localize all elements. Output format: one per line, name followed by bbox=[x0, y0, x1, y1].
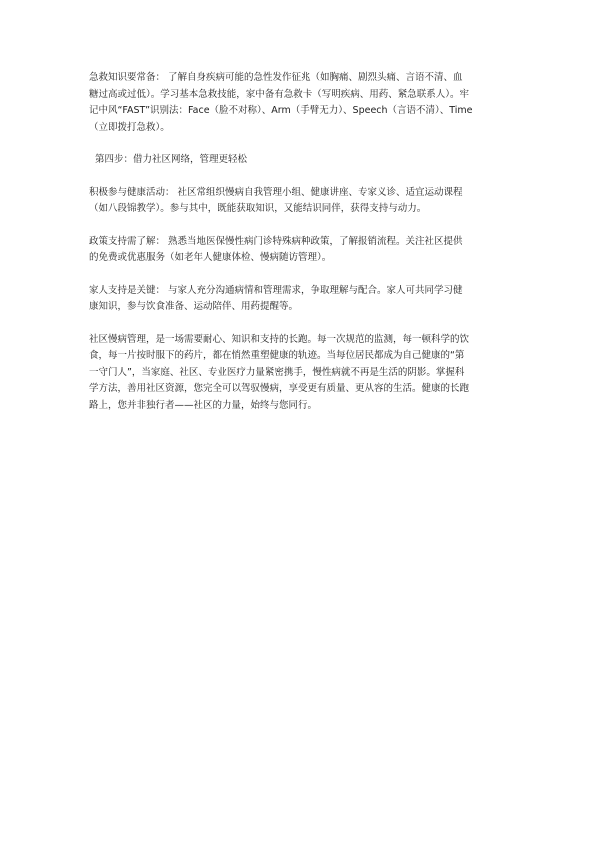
paragraph-line: 政策支持需了解： 熟悉当地医保慢性病门诊特殊病种政策，了解报销流程。关注社区提供 bbox=[89, 235, 463, 247]
paragraph-line: （如八段锦教学）。参与其中，既能获取知识，又能结识同伴，获得支持与动力。 bbox=[89, 203, 427, 214]
spacer bbox=[89, 136, 509, 152]
step4-heading: 第四步：借力社区网络，管理更轻松 bbox=[95, 154, 248, 165]
spacer bbox=[89, 267, 509, 283]
paragraph-line: 急救知识要常备： 了解自身疾病可能的急性发作征兆（如胸痛、剧烈头痛、言语不清、血 bbox=[89, 72, 463, 83]
paragraph-line: 康知识，参与饮食准备、运动陪伴、用药提醒等。 bbox=[89, 301, 299, 312]
conclusion-paragraph bbox=[89, 332, 509, 415]
spacer bbox=[89, 218, 509, 234]
family-support-paragraph bbox=[89, 283, 509, 316]
paragraph-line: 家人支持是关键： 与家人充分沟通病情和管理需求，争取理解与配合。家人可共同学习健 bbox=[89, 284, 463, 296]
policy-support-paragraph bbox=[89, 234, 509, 267]
paragraph-line: 糖过高或过低）。学习基本急救技能，家中备有急救卡（写明疾病、用药、紧急联系人）。牢 bbox=[89, 88, 470, 100]
paragraph-line: 学方法，善用社区资源，您完全可以驾驭慢病，享受更有质量、更从容的生活。健康的长跑 bbox=[89, 383, 470, 394]
paragraph-line: 一守门人”，当家庭、社区、专业医疗力量紧密携手，慢性病就不再是生活的阴影。掌握科 bbox=[89, 366, 465, 378]
paragraph-line: 社区慢病管理，是一场需要耐心、知识和支持的长跑。每一次规范的监测，每一顿科学的饮 bbox=[89, 333, 470, 345]
paragraph-line: （立即拨打急救）。 bbox=[89, 121, 170, 133]
paragraph-line: 记中风“FAST”识别法：Face（脸不对称）、Arm（手臂无力）、Speech（言语不清）、Time bbox=[89, 105, 473, 116]
paragraph-line: 的免费或优惠服务（如老年人健康体检、慢病随访管理）。 bbox=[89, 252, 332, 263]
spacer bbox=[89, 169, 509, 185]
document-page bbox=[89, 70, 509, 414]
spacer bbox=[89, 316, 509, 332]
paragraph-line: 食，每一片按时服下的药片，都在悄然重塑健康的轨迹。当每位居民都成为自己健康的“第 bbox=[89, 350, 465, 361]
first-aid-paragraph bbox=[89, 70, 509, 136]
paragraph-line: 积极参与健康活动： 社区常组织慢病自我管理小组、健康讲座、专家义诊、适宜运动课程 bbox=[89, 186, 463, 198]
paragraph-line: 路上，您并非独行者——社区的力量，始终与您同行。 bbox=[89, 399, 318, 411]
community-activities-paragraph bbox=[89, 185, 509, 218]
